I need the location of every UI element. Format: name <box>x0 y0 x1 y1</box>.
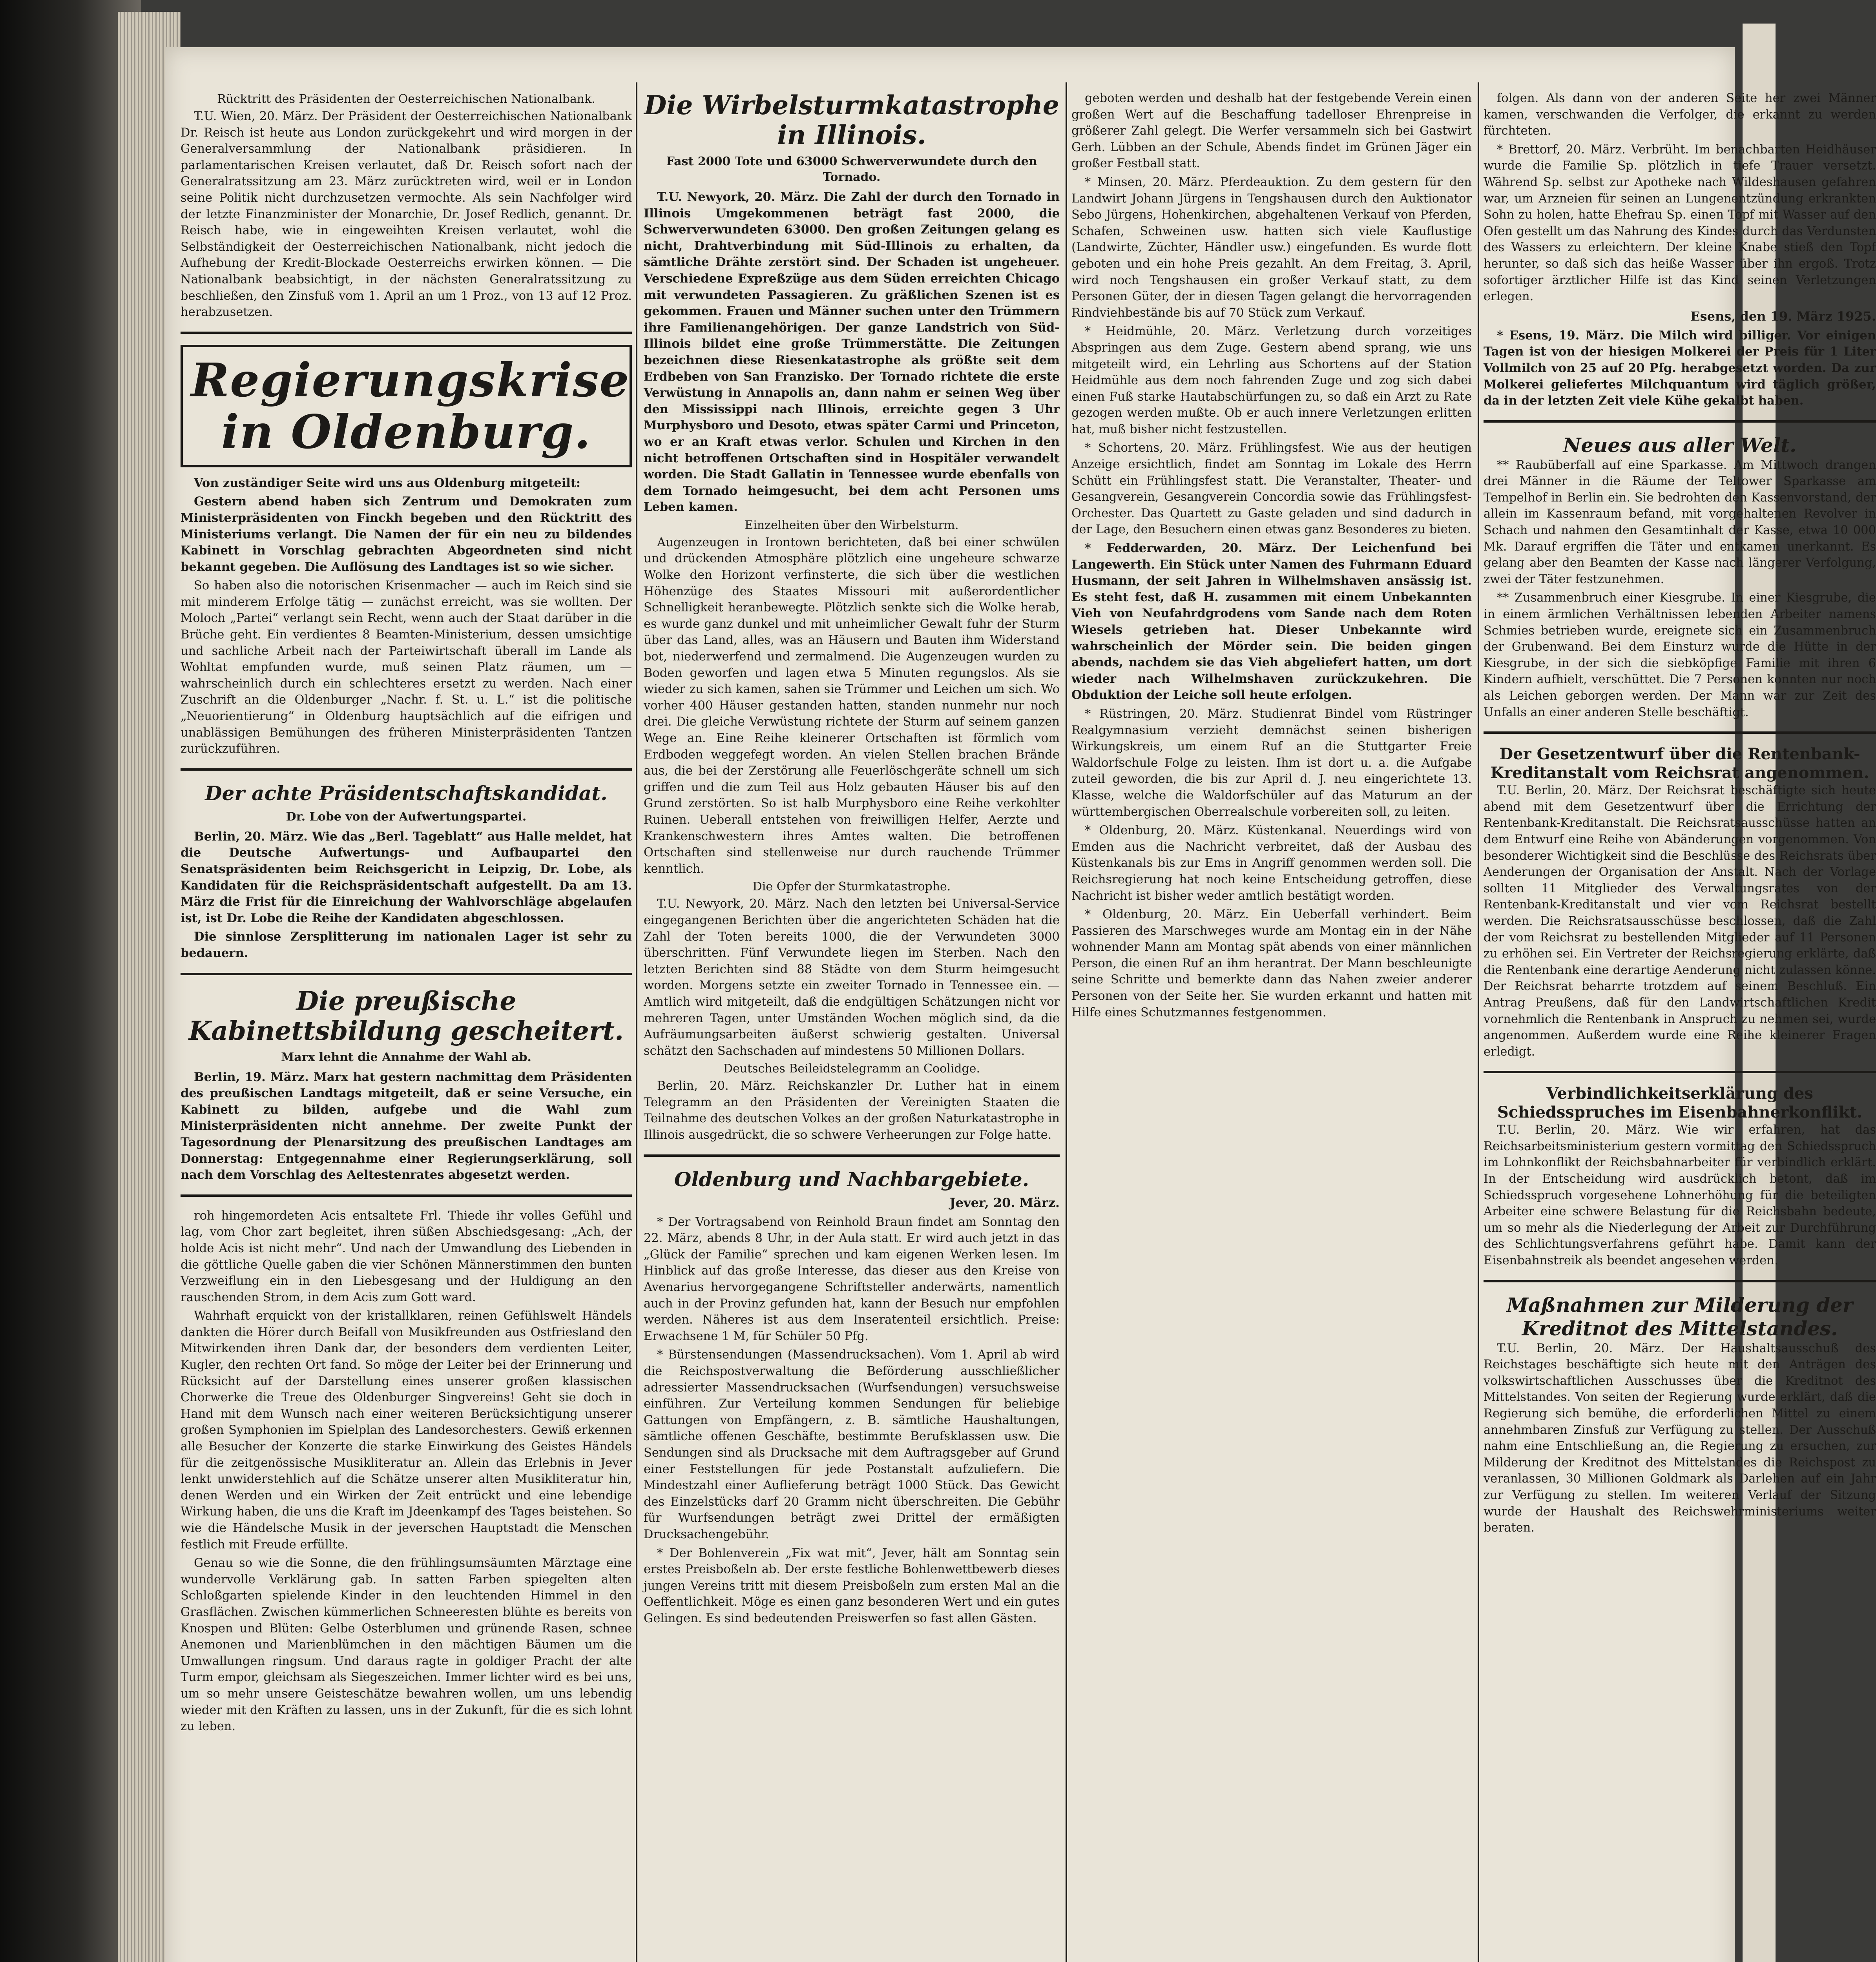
article-body: * Rüstringen, 20. März. Studienrat Bindel vom Rüstringer Realgymnasium verzieht demnächst seinen bisherigen Wirkungskreis, um einem Ruf an die Stuttgarter Freie Waldorfschule Folge zu leisten. Ihm ist dort u. a. die Aufgabe zuteil geworden, die bis zur April d. J. neu eingerichtete 13. Klasse, welche die Waldorfschüler auf das Maturum an der württembergischen Oberrealschule vorbereiten soll, zu leiten. <box>1071 707 1472 819</box>
article-body: ** Raubüberfall auf eine Sparkasse. Am Mittwoch drangen drei Männer in die Räume der Teltower Sparkasse am Tempelhof in Berlin ein. Sie bedrohten den Kassenvorstand, der allein im Kassenraum befand, mit vorgehaltenen Revolver in Schach und nahmen den Gesamtinhalt der Kasse, etwa 10 000 Mk. Darauf ergriffen die Täter und entkamen unerkannt. Es gelang aber den Beamten der Kasse nach längerer Verfolgung, zwei der Täter festzunehmen. <box>1484 458 1876 586</box>
article-body: T.U. Wien, 20. März. Der Präsident der Oesterreichischen Nationalbank Dr. Reisch ist heute aus London zurückgekehrt und wird morgen in der Generalversammlung der Nationalbank präsidieren. In parlamentarischen Kreisen verlautet, daß Dr. Reisch sofort nach der Generalratssitzung am 23. März zurücktreten wird, weil er in London seine Politik nicht durchzusetzen vermochte. Als sein Nachfolger wird der letzte Finanzminister der Monarchie, Dr. Josef Redlich, genannt. Dr. Reisch habe, wie in eingeweihten Kreisen verlautet, wohl die Selbständigkeit der Oesterreichischen Nationalbank, nicht jedoch die Aufhebung der Kredit-Blockade Oesterreichs erwirken können. — Die Nationalbank beabsichtigt, in der nächsten Generalratssitzung zu beschließen, den Zinsfuß vom 1. April an um 1 Proz., von 13 auf 12 Proz. herabzusetzen. <box>181 109 632 319</box>
article-body: T.U. Berlin, 20. März. Wie wir erfahren, hat das Reichsarbeitsministerium gestern vormittag den Schiedsspruch im Lohnkonflikt der Reichsbahnarbeiter für verbindlich erklärt. In der Entscheidung wird ausdrücklich betont, daß im Schiedsspruch vorgesehene Lohnerhöhung für die beteiligten Arbeiter eine schwere Belastung für die Reichsbahn bedeute, um so mehr als die Niederlegung der Arbeit zur Durchführung des Schlichtungsverfahrens geführt habe. Damit kann der Eisenbahnstreik als beendet angesehen werden. <box>1484 1123 1876 1268</box>
article-body: T.U. Berlin, 20. März. Der Reichsrat beschäftigte sich heute abend mit dem Gesetzentwurf über die Errichtung der Rentenbank-Kreditanstalt. Die Reichsratsausschüsse hatten an dem Entwurf eine Reihe von Abänderungen vorgenommen. Von besonderer Wichtigkeit sind die Beschlüsse des Reichsrats über Aenderungen der Organisation der Anstalt. Nach der Vorlage sollten 11 Mitglieder des Verwaltungsrates von der Rentenbank-Kreditanstalt und vier vom Reichsrat bestellt werden. Die Reichsratsausschüsse beschlossen, daß die Zahl der vom Reichsrat zu bestellenden Mitglieder auf 11 Personen zu erhöhen sei. Ein Vertreter der Reichsregierung erklärte, daß die Rentenbank eine derartige Aenderung nicht zulassen könne. Der Reichsrat beharrte trotzdem auf seinem Beschluß. Ein Antrag Preußens, daß für den Landwirtschaftlichen Kredit vornehmlich die Rentenbank in Anspruch zu nehmen sei, wurde angenommen. Außerdem wurde eine Reihe kleinerer Fragen erledigt. <box>1484 784 1876 1059</box>
divider <box>1484 420 1876 423</box>
dateline: Jever, 20. März. <box>949 1195 1060 1210</box>
headline-tornado: Die Wirbelsturmkatastrophe in Illinois. <box>644 90 1059 150</box>
subheadline: Dr. Lobe von der Aufwertungspartei. <box>286 810 527 824</box>
headline-rentenbank: Der Gesetzentwurf über die Rentenbank-Kreditanstalt vom Reichsrat angenommen. <box>1490 745 1869 782</box>
article-body: Wahrhaft erquickt von der kristallklaren, reinen Gefühlswelt Händels dankten die Hörer durch Beifall von Musikfreunden aus Ostfriesland den Mitwirkenden ihren Dank dar, der besonders dem verdienten Leiter, Kugler, den rechten Ort fand. So möge der Leiter bei der Erinnerung und Rücksicht auf der Darstellung eines unserer großen klassischen Chorwerke die Treue des Oldenburger Singvereins! Geht sie doch in Hand mit dem Wunsch nach einer weiteren Berücksichtigung unserer großen Symphonien im Spielplan des Landesorchesters. Gewiß erkennen alle Besucher der Konzerte die starke Einwirkung des Geistes Händels für die zeitgenössische Musikliteratur an. Allein das Erlebnis in Jever lenkt unwiderstehlich auf die Schätze unserer alten Musikliteratur hin, denen Werden und ein Wirken der Zeit entrückt und eine lebendige Wirkung haben, die uns die Kraft im Jdeenkampf des Tages beistehen. So wie die Händelsche Musik in der jeverschen Hauptstadt die Menschen festlich mit Freude erfüllte. <box>181 1309 632 1552</box>
article-body: T.U. Newyork, 20. März. Nach den letzten bei Universal-Service eingegangenen Berichten über die angerichteten Schäden hat die Zahl der Toten bereits 1000, die der Verwundeten 3000 überschritten. Fünf Verwundete liegen im Sterben. Nach den letzten Berichten sind 88 Städte von dem Sturm heimgesucht worden. Morgens setzte ein zweiter Tornado in Tennessee ein. — Amtlich wird mitgeteilt, daß die endgültigen Schätzungen nicht vor mehreren Tagen, unter Umständen Wochen möglich sind, da die Aufräumungsarbeiten äußerst schwierig gestalten. Universal schätzt den Sachschaden auf mindestens 50 Millionen Dollars. <box>644 897 1060 1058</box>
article-body: * Der Bohlenverein „Fix wat mit“, Jever, hält am Sonntag sein erstes Preisboßeln ab. Der erste festliche Bohlenwettbewerb dieses jungen Vereins tritt mit diesem Preisboßeln zum ersten Mal an die Oeffentlichkeit. Möge es einen ganz besonderen Wert und ein gutes Gelingen. Es sind bedeutenden Preiswerfen so fast allen Gästen. <box>644 1546 1060 1625</box>
headline-candidate: Der achte Präsidentschaftskandidat. <box>205 781 608 805</box>
article-body: Genau so wie die Sonne, die den frühlingsumsäumten Märztage eine wundervolle Verklärung gab. In satten Farben spiegelten alten Schloßgarten spielende Kinder in den leuchtenden Himmel in den Grasflächen. Zwischen kümmerlichen Schneeresten blühte es bereits von Knospen und Blüten: Gelbe Osterblumen und grünende Rasen, schnee Anemonen und Marienblümchen in den mächtigen Bäumen um die Umwallungen ringsum. Und daraus ragte in goldiger Pracht der alte Turm empor, gleichsam als Siegeszeichen. Immer lichter wird es bei uns, um so mehr unsere Geisteschätze bewahren wollen, um uns lebendig wieder mit den Kräften zu lassen, uns in der Zukunft, für die es sich lohnt zu leben. <box>181 1556 632 1734</box>
article-body: Berlin, 20. März. Wie das „Berl. Tageblatt“ aus Halle meldet, hat die Deutsche Aufwertungs- und Aufbaupartei den Senatspräsidenten beim Reichsgericht in Leipzig, Dr. Lobe, als Kandidaten für die Reichspräsidentschaft aufgestellt. Da am 13. März die Frist für die Einreichung der Wahlvorschläge abgelaufen ist, ist Dr. Lobe die Reihe der Kandidaten abgeschlossen. <box>181 829 632 925</box>
article-body: roh hingemordeten Acis entsaltete Frl. Thiede ihr volles Gefühl und lag, vom Chor zart begleitet, ihren süßen Abschiedsgesang: „Ach, der holde Acis ist nicht mehr“. Und nach der Umwandlung des Liebenden in die göttliche Quelle gaben die vier Schönen Männerstimmen den bunten Verzweiflung ein in den Liebesgesang und der Huldigung an den rauschenden Strom, in dem Acis zum Gott ward. <box>181 1209 632 1304</box>
headline-local: Oldenburg und Nachbargebiete. <box>674 1167 1029 1191</box>
divider <box>181 1194 632 1197</box>
section-head: Deutsches Beileidstelegramm an Coolidge. <box>723 1062 980 1076</box>
article-body: * Esens, 19. März. Die Milch wird billiger. Vor einigen Tagen ist von der hiesigen Molkerei der Preis für 1 Liter Vollmilch von 25 auf 20 Pfg. herabgesetzt worden. Da zur Molkerei geliefertes Milchquantum wird täglich größer, da in der letzten Zeit viele Kühe gekalbt haben. <box>1484 328 1876 408</box>
article-body: So haben also die notorischen Krisenmacher — auch im Reich sind sie mit minderem Erfolge tätig — zunächst erreicht, was sie wollten. Der Moloch „Partei“ verlangt sein Recht, wenn auch der Staat darüber in die Brüche geht. Ein verdientes 8 Beamten-Ministerium, dessen umsichtige und sachliche Arbeit nach der Parteiwirtschaft überall im Lande als Wohltat empfunden wurde, muß seinen Platz räumen, um — wahrscheinlich durch ein schlechteres ersetzt zu werden. Nach einer Zuschrift an die Oldenburger „Nachr. f. St. u. L.“ ist die politische „Neuorientierung“ in Oldenburg hauptsächlich auf die eifrigen und unablässigen Bemühungen des früheren Ministerpräsidenten Tantzen zurückzuführen. <box>181 579 632 756</box>
column-rule <box>636 82 637 1962</box>
article-body: Gestern abend haben sich Zentrum und Demokraten zum Ministerpräsidenten von Finckh begeben und den Rücktritt des Ministeriums verlangt. Die Namen der für ein neu zu bildendes Kabinett in Vorschlag gebrachten Abgeordneten sind nicht bekannt gegeben. Die Auflösung des Landtages ist so wie sicher. <box>181 494 632 574</box>
column-rule <box>1066 82 1067 1962</box>
article-body: * Brettorf, 20. März. Verbrüht. Im benachbarten Heidhäuser wurde die Familie Sp. plötzlich in tiefe Trauer versetzt. Während Sp. selbst zur Apotheke nach Wildeshausen gefahren war, um Arzneien für seinen an Lungenentzündung erkrankten Sohn zu holen, hatte Ehefrau Sp. einen Topf mit Wasser auf den Ofen gestellt um das Nahrung des Kindes durch das Verdunsten des Wassers zu erleichtern. Der kleine Knabe stieß den Topf herunter, so daß sich das heiße Wasser über ihn ergoß. Trotz sofortiger ärztlicher Hilfe ist das Kind seinen Verletzungen erlegen. <box>1484 142 1876 304</box>
headline-box <box>181 345 632 467</box>
headline-government-crisis: Regierungskrise in Oldenburg. <box>191 352 630 459</box>
article-body: * Oldenburg, 20. März. Ein Ueberfall verhindert. Beim Passieren des Marschweges wurde am Montag ein in der Nähe wohnender Mann am Montag spät abends von einer männlichen Person, die einen Ruf an ihm herantrat. Der Mann beschleunigte seine Schritte und bemerkte dann das Nahen zweier anderer Personen von der Seite her. Sie wurden erkannt und hatten mit Hilfe eines Schutzmannes festgenommen. <box>1071 908 1472 1019</box>
article-body: * Fedderwarden, 20. März. Der Leichenfund bei Langewerth. Ein Stück unter Namen des Fuhrmann Eduard Husmann, der seit Jahren in Wilhelmshaven ansässig ist. Es steht fest, daß H. zusammen mit einem Unbekannten Vieh von Neufahrdgrodens vom Sande nach dem Roten Wiesels getrieben hat. Dieser Unbekannte wird wahrscheinlich der Mörder sein. Die beiden gingen abends, nachdem sie das Vieh abgeliefert hatten, um dort wieder nach Wilhelmshaven zurückzukehren. Die Obduktion der Leiche soll heute erfolgen. <box>1071 541 1472 702</box>
section-head: Die Opfer der Sturmkatastrophe. <box>752 880 951 894</box>
column-rule <box>1478 82 1479 1962</box>
divider <box>181 332 632 334</box>
subheadline: Fast 2000 Tote und 63000 Schwerverwundete durch den Tornado. <box>666 155 1037 184</box>
divider <box>1484 731 1876 734</box>
column-4 <box>1484 90 1876 1539</box>
article-body: Die sinnlose Zersplitterung im nationalen Lager ist sehr zu bedauern. <box>181 930 632 960</box>
article-body: * Oldenburg, 20. März. Küstenkanal. Neuerdings wird von Emden aus die Nachricht verbreitet, daß der Ausbau des Küstenkanals bis zur Ems in Angriff genommen werden soll. Die Reichsregierung hat noch keine Entscheidung getroffen, diese Nachricht ist bisher weder amtlich bestätigt worden. <box>1071 824 1472 903</box>
article-body: ** Zusammenbruch einer Kiesgrube. In einer Kiesgrube, die in einem ärmlichen Verhältnissen lebenden Arbeiter namens Schmies betrieben wurde, ereignete sich ein Zusammenbruch der Grubenwand. Bei dem Einsturz wurde die Hütte in der Kiesgrube, in der sich die siebköpfige Familie mit ihren 6 Kindern aufhielt, verschüttet. Die 7 Personen konnten nur noch als Leichen geborgen werden. Der Mann war zur Zeit des Unfalls an einer anderen Stelle beschäftigt. <box>1484 591 1876 719</box>
column-1 <box>181 90 632 1737</box>
newspaper-page <box>165 47 1876 1962</box>
article-body: T.U. Berlin, 20. März. Der Haushaltsausschuß des Reichstages beschäftigte sich heute mit den Anträgen des volkswirtschaftlichen Ausschusses über die Kreditnot des Mittelstandes. Von seiten der Regierung wurde erklärt, daß die Regierung sich bemühe, die erforderlichen Mittel zu einem annehmbaren Zinsfuß zur Verfügung zu stellen. Der Ausschuß nahm eine Entschließung an, die Regierung zu ersuchen, zur Milderung der Kreditnot des Mittelstandes die Reichspost zu veranlassen, 30 Millionen Goldmark als Darlehen auf ein Jahr zur Verfügung zu stellen. Im weiteren Verlauf der Sitzung wurde der Haushalt des Reichswehrministeriums weiter beraten. <box>1484 1341 1876 1535</box>
article-body: * Bürstensendungen (Massendrucksachen). Vom 1. April ab wird die Reichspostverwaltung die Beförderung ausschließlicher adressierter Massendrucksachen (Wurfsendungen) versuchsweise einführen. Zur Verteilung kommen Sendungen für beliebige Gattungen von Empfängern, z. B. sämtliche Haushaltungen, sämtliche offenen Geschäfte, bestimmte Berufsklassen usw. Die Sendungen sind als Drucksache mit dem Auftragsgeber auf Grund einer Feststellungen für jede Postanstalt aufzuliefern. Die Mindestzahl einer Auflieferung beträgt 1000 Stück. Das Gewicht des Einzelstücks darf 20 Gramm nicht überschreiten. Die Gebühr für Wurfsendungen beträgt zwei Drittel der ermäßigten Drucksachengebühr. <box>644 1348 1060 1541</box>
divider <box>181 973 632 975</box>
divider <box>181 768 632 771</box>
article-body: T.U. Newyork, 20. März. Die Zahl der durch den Tornado in Illinois Umgekommenen beträgt fast 2000, die Schwerverwundeten 63000. Den großen Zeitungen gelang es nicht, Drahtverbindung mit Süd-Illinois zu erhalten, da sämtliche Drähte zerstört sind. Der Schaden ist ungeheuer. Verschiedene Expreßzüge aus dem Süden erreichten Chicago mit verwundeten Passagieren. Zu gräßlichen Szenen ist es gekommen. Frauen und Männer suchen unter den Trümmern ihre Familienangehörigen. Der ganze Landstrich von Süd-Illinois bildet eine große Trümmerstätte. Die Zeitungen bezeichnen diese Riesenkatastrophe als größte seit dem Erdbeben von San Franzisko. Der Tornado richtete die erste Verwüstung in Annapolis an, dann nahm er seinen Weg über den Mississippi nach Illinois, erreichte gegen 3 Uhr Murphysboro und Desoto, etwas später Carmi und Princeton, wo er an Kraft etwas verlor. Schulen und Kirchen in den nicht betroffenen Ortschaften sind in Hospitäler verwandelt worden. Die Stadt Gallatin in Tennessee wurde ebenfalls von dem Tornado heimgesucht, bei dem acht Personen ums Leben kamen. <box>644 190 1060 514</box>
subheadline: Marx lehnt die Annahme der Wahl ab. <box>281 1050 531 1064</box>
article-body: geboten werden und deshalb hat der festgebende Verein einen großen Wert auf die Beschaffung tadelloser Ehrenpreise in größerer Zahl gelegt. Die Werfer versammeln sich bei Gastwirt Gerh. Lübben an der Schule, Abends findet im Grünen Jäger ein großer Festball statt. <box>1071 91 1472 171</box>
headline-resignation: Rücktritt des Präsidenten der Oesterreichischen Nationalbank. <box>217 92 595 106</box>
dateline: Esens, den 19. März 1925. <box>1690 308 1876 324</box>
article-body: Von zuständiger Seite wird uns aus Oldenburg mitgeteilt: <box>194 476 581 490</box>
headline-world-news: Neues aus aller Welt. <box>1563 433 1797 457</box>
article-body: * Schortens, 20. März. Frühlingsfest. Wie aus der heutigen Anzeige ersichtlich, findet am Sonntag im Lokale des Herrn Schütt ein Frühlingsfest statt. Die Veranstalter, Theater- und Gesangverein, Gesangverein Concordia sowie das Frühlingsfest-Orchester. Das Quartett zu Gaste geladen und sind dadurch in der Lage, den Besuchern einen etwas ganz Besonderes zu bieten. <box>1071 441 1472 537</box>
article-body: * Minsen, 20. März. Pferdeauktion. Zu dem gestern für den Landwirt Johann Jürgens in Tengshausen durch den Auktionator Sebo Jürgens, Hohenkirchen, abgehaltenen Verkauf von Pferden, Schafen, Schweinen usw. hatten sich viele Kauflustige (Landwirte, Züchter, Händler usw.) eingefunden. Es wurde flott geboten und ein hohe Preis gezahlt. An dem Freitag, 3. April, wird noch Tengshausen ein großer Verkauf statt, zu dem Personen Güter, der in diesen Tagen gelangt die hervorragenden Rindviehbestände bis auf 70 Stück zum Verkauf. <box>1071 175 1472 320</box>
headline-credit: Maßnahmen zur Milderung der Kreditnot des Mittelstandes. <box>1506 1293 1853 1340</box>
article-body: Augenzeugen in Irontown berichteten, daß bei einer schwülen und drückenden Atmosphäre plötzlich eine ungeheure schwarze Wolke den Horizont verfinsterte, die sich über die westlichen Höhenzüge des Staates Missouri mit außerordentlicher Schnelligkeit heranbewegte. Plötzlich senkte sich die Wolke herab, es wurde ganz dunkel und mit unheimlicher Gewalt fuhr der Sturm über das Land, alles, was an Häusern und Bauten ihm Widerstand bot, niederwerfend und zermalmend. Die Augenzeugen wurden zu Boden geworfen und lagen etwa 5 Minuten regungslos. Als sie wieder zu sich kamen, sahen sie Trümmer und Leichen um sich. Wo vorher 400 Häuser gestanden hatten, standen nunmehr nur noch drei. Die gleiche Verwüstung richtete der Sturm auf seinem ganzen Wege an. Eine Reihe kleinerer Ortschaften ist förmlich vom Erdboden weggefegt worden. An vielen Stellen brachen Brände aus, die bei der Zerstörung alle Feuerlöschgeräte schnell um sich griffen und die zum Teil aus Holz gebauten Häuser bis auf den Grund zerstörten. So ist halb Murphysboro eine Reihe verkohlter Ruinen. Ueberall entstehen von freiwilligen Helfer, Aerzte und Krankenschwestern ihres Amtes walten. Die betroffenen Ortschaften sind stellenweise nur durch rauchende Trümmer kenntlich. <box>644 535 1060 876</box>
divider <box>1484 1071 1876 1073</box>
article-body: * Der Vortragsabend von Reinhold Braun findet am Sonntag den 22. März, abends 8 Uhr, in der Aula statt. Er wird auch jetzt in das „Glück der Familie“ sprechen und kam eigenen Werken lesen. Im Hinblick auf das große Interesse, das dieser aus den Kreise von Avenarius hervorgegangene Schriftsteller anderwärts, namentlich auch in der Provinz gefunden hat, kann der Besuch nur empfohlen werden. Näheres ist aus dem Inseratenteil ersichtlich. Preise: Erwachsene 1 M, für Schüler 50 Pfg. <box>644 1215 1060 1343</box>
divider <box>644 1154 1060 1157</box>
article-body: Berlin, 19. März. Marx hat gestern nachmittag dem Präsidenten des preußischen Landtags mitgeteilt, daß er seine Versuche, ein Kabinett zu bilden, aufgebe und die Wahl zum Ministerpräsidenten nicht annehme. Der zweite Punkt der Tagesordnung der Plenarsitzung des preußischen Landtages am Donnerstag: Entgegennahme einer Regierungserklärung, soll nach dem Vorschlag des Aeltestenrates abgesetzt werden. <box>181 1070 632 1182</box>
section-head: Einzelheiten über den Wirbelsturm. <box>745 518 959 532</box>
article-body: * Heidmühle, 20. März. Verletzung durch vorzeitiges Abspringen aus dem Zuge. Gestern abend sprang, wie uns mitgeteilt wird, ein Lehrling aus Schortens auf der Station Heidmühle aus dem noch fahrenden Zuge und zog sich dabei einen Fuß starke Hautabschürfungen zu, so daß ein Arzt zu Rate gezogen werden mußte. Ob er auch innere Verletzungen erlitten hat, muß bisher nicht festzustellen. <box>1071 325 1472 436</box>
article-body: folgen. Als dann von der anderen Seite her zwei Männer kamen, verschwanden die Verfolger, die erkannt zu werden fürchteten. <box>1484 91 1876 138</box>
column-2 <box>644 90 1060 1629</box>
headline-arbitration: Verbindlichkeitserklärung des Schiedsspruches im Eisenbahnerkonflikt. <box>1497 1084 1863 1122</box>
divider <box>1484 1280 1876 1282</box>
article-body: Berlin, 20. März. Reichskanzler Dr. Luther hat in einem Telegramm an den Präsidenten der Vereinigten Staaten die Teilnahme des deutschen Volkes an der großen Naturkatastrophe in Illinois ausgedrückt, die so schwere Verheerungen zur Folge hatte. <box>644 1079 1060 1142</box>
column-3 <box>1071 90 1472 1023</box>
headline-prussia: Die preußische Kabinettsbildung gescheitert. <box>188 985 624 1046</box>
